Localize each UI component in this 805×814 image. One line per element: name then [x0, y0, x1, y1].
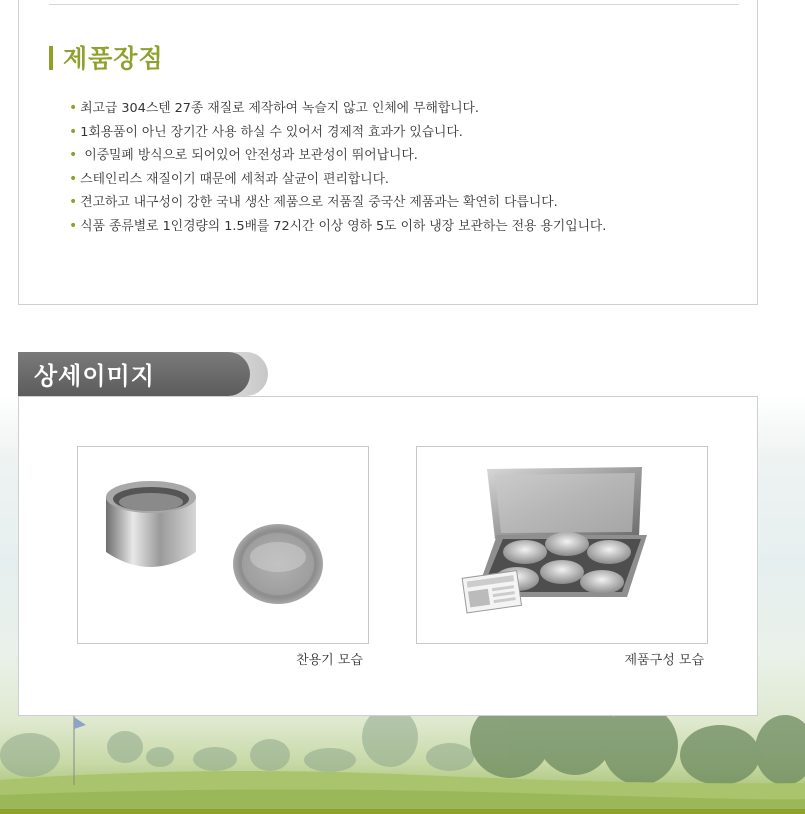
list-item: • 최고급 304스텐 27종 재질로 제작하여 녹슬지 않고 인체에 무해합니다. [69, 100, 479, 116]
bullet-icon: • [69, 123, 78, 140]
divider [49, 4, 739, 5]
list-item: • 1회용품이 아닌 장기간 사용 하실 수 있어서 경제적 효과가 있습니다. [69, 123, 463, 140]
advantages-title [49, 39, 164, 75]
list-item: • 이중밀폐 방식으로 되어있어 안전성과 보관성이 뛰어납니다. [69, 147, 418, 164]
bullet-icon: • [69, 170, 78, 187]
product-advantages-box [18, 0, 758, 305]
image-frame-case [416, 446, 708, 644]
image-caption: 찬용기 모습 [296, 653, 363, 668]
bullet-icon: • [69, 217, 78, 234]
image-caption: 제품구성 모습 [624, 653, 704, 668]
image-frame-cup [77, 446, 369, 644]
list-item: • 스테인리스 재질이기 때문에 세척과 살균이 편리합니다. [69, 170, 389, 187]
steel-case-with-containers-icon [417, 447, 707, 643]
list-item: • 견고하고 내구성이 강한 국내 생산 제품으로 저품질 중국산 제품과는 확연히 다릅니다. [69, 194, 558, 211]
section-tab-label: 상세이미지 [34, 362, 155, 390]
advantages-title-text: 제품장점 [63, 44, 164, 73]
list-item: • 식품 종류별로 1인경량의 1.5배를 72시간 이상 영하 5도 이하 냉장 보관하는 전용 용기입니다. [69, 217, 607, 234]
bullet-icon: • [69, 194, 78, 211]
bullet-icon: • [69, 147, 78, 164]
bullet-icon: • [69, 100, 78, 116]
advantages-list [69, 97, 606, 239]
steel-cup-and-lid-icon [78, 447, 368, 643]
detail-image-panel [18, 396, 758, 716]
title-bar-icon [49, 46, 53, 70]
